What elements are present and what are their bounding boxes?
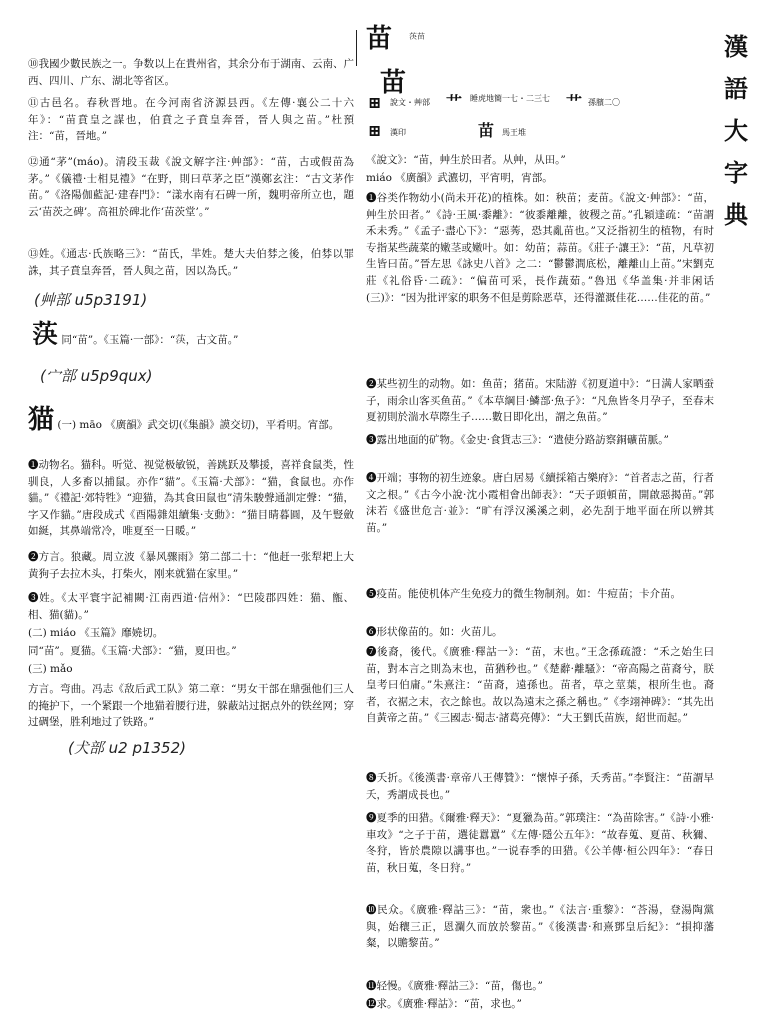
- mao-reading2-def: 同“苗”。夏猫。《玉篇·犬部》：“猫，夏田也。”: [28, 645, 237, 657]
- sense-12: ⑫通“茅”(máo)。清段玉裁《說文解字注·艸部》：“苗，古或假苗為茅。”《儀禮·士相見禮》“在野，則曰草茅之臣”漢鄭玄注：“古文茅作苗。”《洛陽伽藍記·建春門》：“漾水南有石碑一所，魏明帝所立也，題云‘苗茨之碑’。高祖於碑北作‘苗茨堂’。”: [28, 156, 354, 218]
- book-title-char: 大: [724, 116, 748, 145]
- book-title-char: 漢: [724, 32, 748, 61]
- miao-sense-4: ❹开端；事物的初生迹象。唐白居易《續採箱古樂府》：“首者志之苗，行者文之根。”《古今小說·沈小霞相會出師表》：“天子頭頓苗，開啟惡揭苗。”郭沫若《盛世危言·並》：“旷有浮汉溪溪之刺，必先刮于地平面在所以辨其苗。”: [366, 472, 714, 534]
- mao-sense-3: ❸姓。《太平寰宇記補闕·江南西道·信州》：“巴陵郡四姓：猫、甑、相、猫(貓)。”: [28, 592, 354, 621]
- head-character: 苗: [366, 24, 393, 54]
- book-title-char: 字: [724, 158, 748, 187]
- book-title-char: 語: [724, 74, 748, 103]
- seal-glyph: ⊞: [368, 121, 382, 140]
- sense-11: ⑪古邑名。春秋晋地。在今河南省济源县西。《左傳·襄公二十六年》：“苗賁皇之謀也，伯賁之子賁皇奔晉，晉人與之苗。”杜預注：“苗，晉地。”: [28, 97, 354, 143]
- book-title: [719, 26, 753, 236]
- seal-glyph: 艹: [566, 93, 583, 112]
- variant-note: 𦯊苗: [409, 32, 425, 41]
- entry-definition: 同“苗”。《玉篇·一部》：“𦯊，古文苗。”: [61, 334, 239, 346]
- entry-mao: [28, 405, 354, 435]
- miao-sense-3: ❸露出地面的矿物。《金史·食貨志三》：“遣使分路訪察銅礦苗脈。”: [366, 434, 669, 446]
- seal-glyph: ⊞: [368, 93, 382, 112]
- handwritten-note: (犬部 u2 p1352): [68, 739, 186, 757]
- entry-head-char: 猫: [28, 405, 55, 435]
- seal-label: 說文・艸部: [390, 98, 430, 107]
- seal-glyph: 苗: [478, 121, 495, 140]
- sense-10: ⑩我國少數民族之一。争数以上在貴州省，其余分布于湖南、云南、广西、四川、广东、湖北等省区。: [28, 58, 354, 87]
- miao-sense-11: ⓫轻慢。《廣雅·釋詁三》：“苗，傷也。”: [366, 980, 543, 992]
- book-title-char: 典: [724, 200, 748, 229]
- miao-sense-10: ❿民众。《廣雅·釋詁三》：“苗，衆也。”《法言·重黎》：“荅湯，登湯陶黨與，始穰三正，恩瀾久而放於黎苗。”《後漢書·和熹鄧皇后紀》：“損抑藩粲，以贍黎苗。”: [366, 904, 714, 950]
- miao-sense-2: ❷某些初生的动物。如：鱼苗；猪苗。宋陆游《初夏道中》：“日满人家晒蚕子，雨余山客买鱼苗。”《本草綱目·鱗部·魚子》：“凡魚皆冬月孕子，至春末夏初則於湍水草際生子……數日即化出，謂之魚苗。”: [366, 378, 714, 424]
- handwritten-note: (宀部 u5p9qux): [40, 367, 153, 385]
- miao-sense-12: ⓬求。《廣雅·釋詁》：“苗，求也。”: [366, 998, 522, 1010]
- miao-sense-1: ❶谷类作物幼小(尚未开花)的植株。如：秧苗；麦苗。《說文·艸部》：“苗，艸生於田者。”《詩·王風·黍離》：“彼黍離離，彼稷之苗。”孔穎達疏：“苗謂禾未秀。”《孟子·盡心下》：“惡莠，恐其亂苗也。”又泛指初生的植物，有时专指某些蔬菜的嫩茎或嫩叶。如：幼苗；蒜苗。《莊子·讓王》：“苗，凡草初生皆曰苗。”晉左思《詠史八首》之二：“鬱鬱澗底松，離離山上苗。”宋劉克莊《礼俗昏·二疏》：“偏苗可采，長作蔬茹。”魯迅《华盖集·并非闲话(三)》：“因为批评家的职务不但是剪除恶草，还得灌溉佳花……佳花的苗。”: [366, 192, 714, 304]
- seal-label: 漢印: [390, 128, 406, 137]
- seal-label: 孫臏二〇: [588, 98, 620, 107]
- sense-13: ⑬姓。《通志·氏族略三》：“苗氏，羋姓。楚大夫伯棼之後，伯棼以罪誅，其子賁皇奔晉，晉人與之苗，因以為氏。”: [28, 248, 354, 277]
- reading-3: (三) mǎo: [28, 663, 73, 675]
- seal-glyph: 艹: [446, 93, 463, 112]
- entry-variant: [32, 320, 354, 350]
- head-character-2: 苗: [380, 68, 407, 98]
- reading-1: (一) māo 《廣韻》武交切(《集韻》謨交切)，平肴明。宵部。: [57, 419, 340, 431]
- mao-sense-1: ❶动物名。猫科。听觉、视觉极敏锐，善跳跃及攀援，喜祥食鼠类，性驯良，人多畜以捕鼠。亦作“貓”。《玉篇·犬部》：“猫，食鼠也。亦作貓。”《禮記·郊特牲》“迎猫，為其食田鼠也”清朱駿聲通訓定聲：“猫，字又作貓。”唐段成式《酉陽雜俎續集·支動》：“猫目睛暮圓，及午豎斂如綖，其鼻端常冷，唯夏至一日暖。”: [28, 459, 354, 538]
- seal-label: 馬王堆: [502, 128, 526, 137]
- entry-head-char: 𦯊: [32, 320, 59, 350]
- miao-sense-5: ❺疫苗。能使机体产生免疫力的微生物制剂。如：牛痘苗；卡介苗。: [366, 588, 681, 600]
- miao-sense-7: ❼後裔，後代。《廣雅·釋詁一》：“苗，末也。”王念孫疏證：“禾之始生曰苗，對本言之則為末也，苗猶秒也。”《楚辭·離騷》：“帝高陽之苗裔兮，朕皇考曰伯庸。”朱熹注：“苗裔，遠孫也。苗者，草之莖葉，根所生也。裔者，衣裾之末，衣之餘也。故以為遠末之孫之稱也。”《李翊神碑》：“其先出自黃帝之苗。”《三國志·蜀志·諸葛亮傳》：“大王劉氏苗族，紹世而起。”: [366, 646, 714, 725]
- miao-sense-8: ❽夭折。《後漢書·章帝八王傳贊》：“懷悼子孫，夭秀苗。”李賢注：“苗謂早夭，秀謂成長也。”: [366, 772, 714, 801]
- reading-2: (二) miáo 《玉篇》靡嬈切。: [28, 627, 164, 639]
- handwritten-note: (艸部 u5p3191): [34, 291, 148, 309]
- shuowen-intro: 《說文》：“苗，艸生於田者。从艸，从田。”: [366, 154, 566, 166]
- right-column: [354, 0, 714, 1035]
- seal-label: 睡虎地簡一七・二三七: [470, 94, 550, 103]
- mao-reading3-def: 方言。弯曲。冯志《敌后武工队》第二章：“男女干部在鼎强他们三人的掩护下，一个紧跟一个地猫着腰行进，躲蔽站过据点外的铁丝网；穿过碉堡，胜利地过了铁路。”: [28, 683, 354, 729]
- miao-sense-6: ❻形状像苗的。如：火苗儿。: [366, 626, 503, 638]
- miao-sense-9: ❾夏季的田猎。《爾雅·釋天》：“夏獵為苗。”郭璞注：“為苗除害。”《詩·小雅·車攻》“之子于苗，選徒囂囂”《左傳·隱公五年》：“故春蒐、夏苗、秋獮、冬狩，皆於農隙以講事也。”一说春季的田猎。《公羊傳·桓公四年》：“春日苗，秋日蒐，冬日狩。”: [366, 812, 714, 874]
- reading-intro: miáo 《廣韻》武瀌切，平宵明，宵部。: [366, 172, 553, 184]
- mao-sense-2: ❷方言。狼藏。周立波《暴风骤雨》第二部二十：“他赶一张犁耙上大黄狗子去拉木头，打柴火，刚来就猫在家里。”: [28, 551, 354, 580]
- left-column: [0, 0, 354, 1035]
